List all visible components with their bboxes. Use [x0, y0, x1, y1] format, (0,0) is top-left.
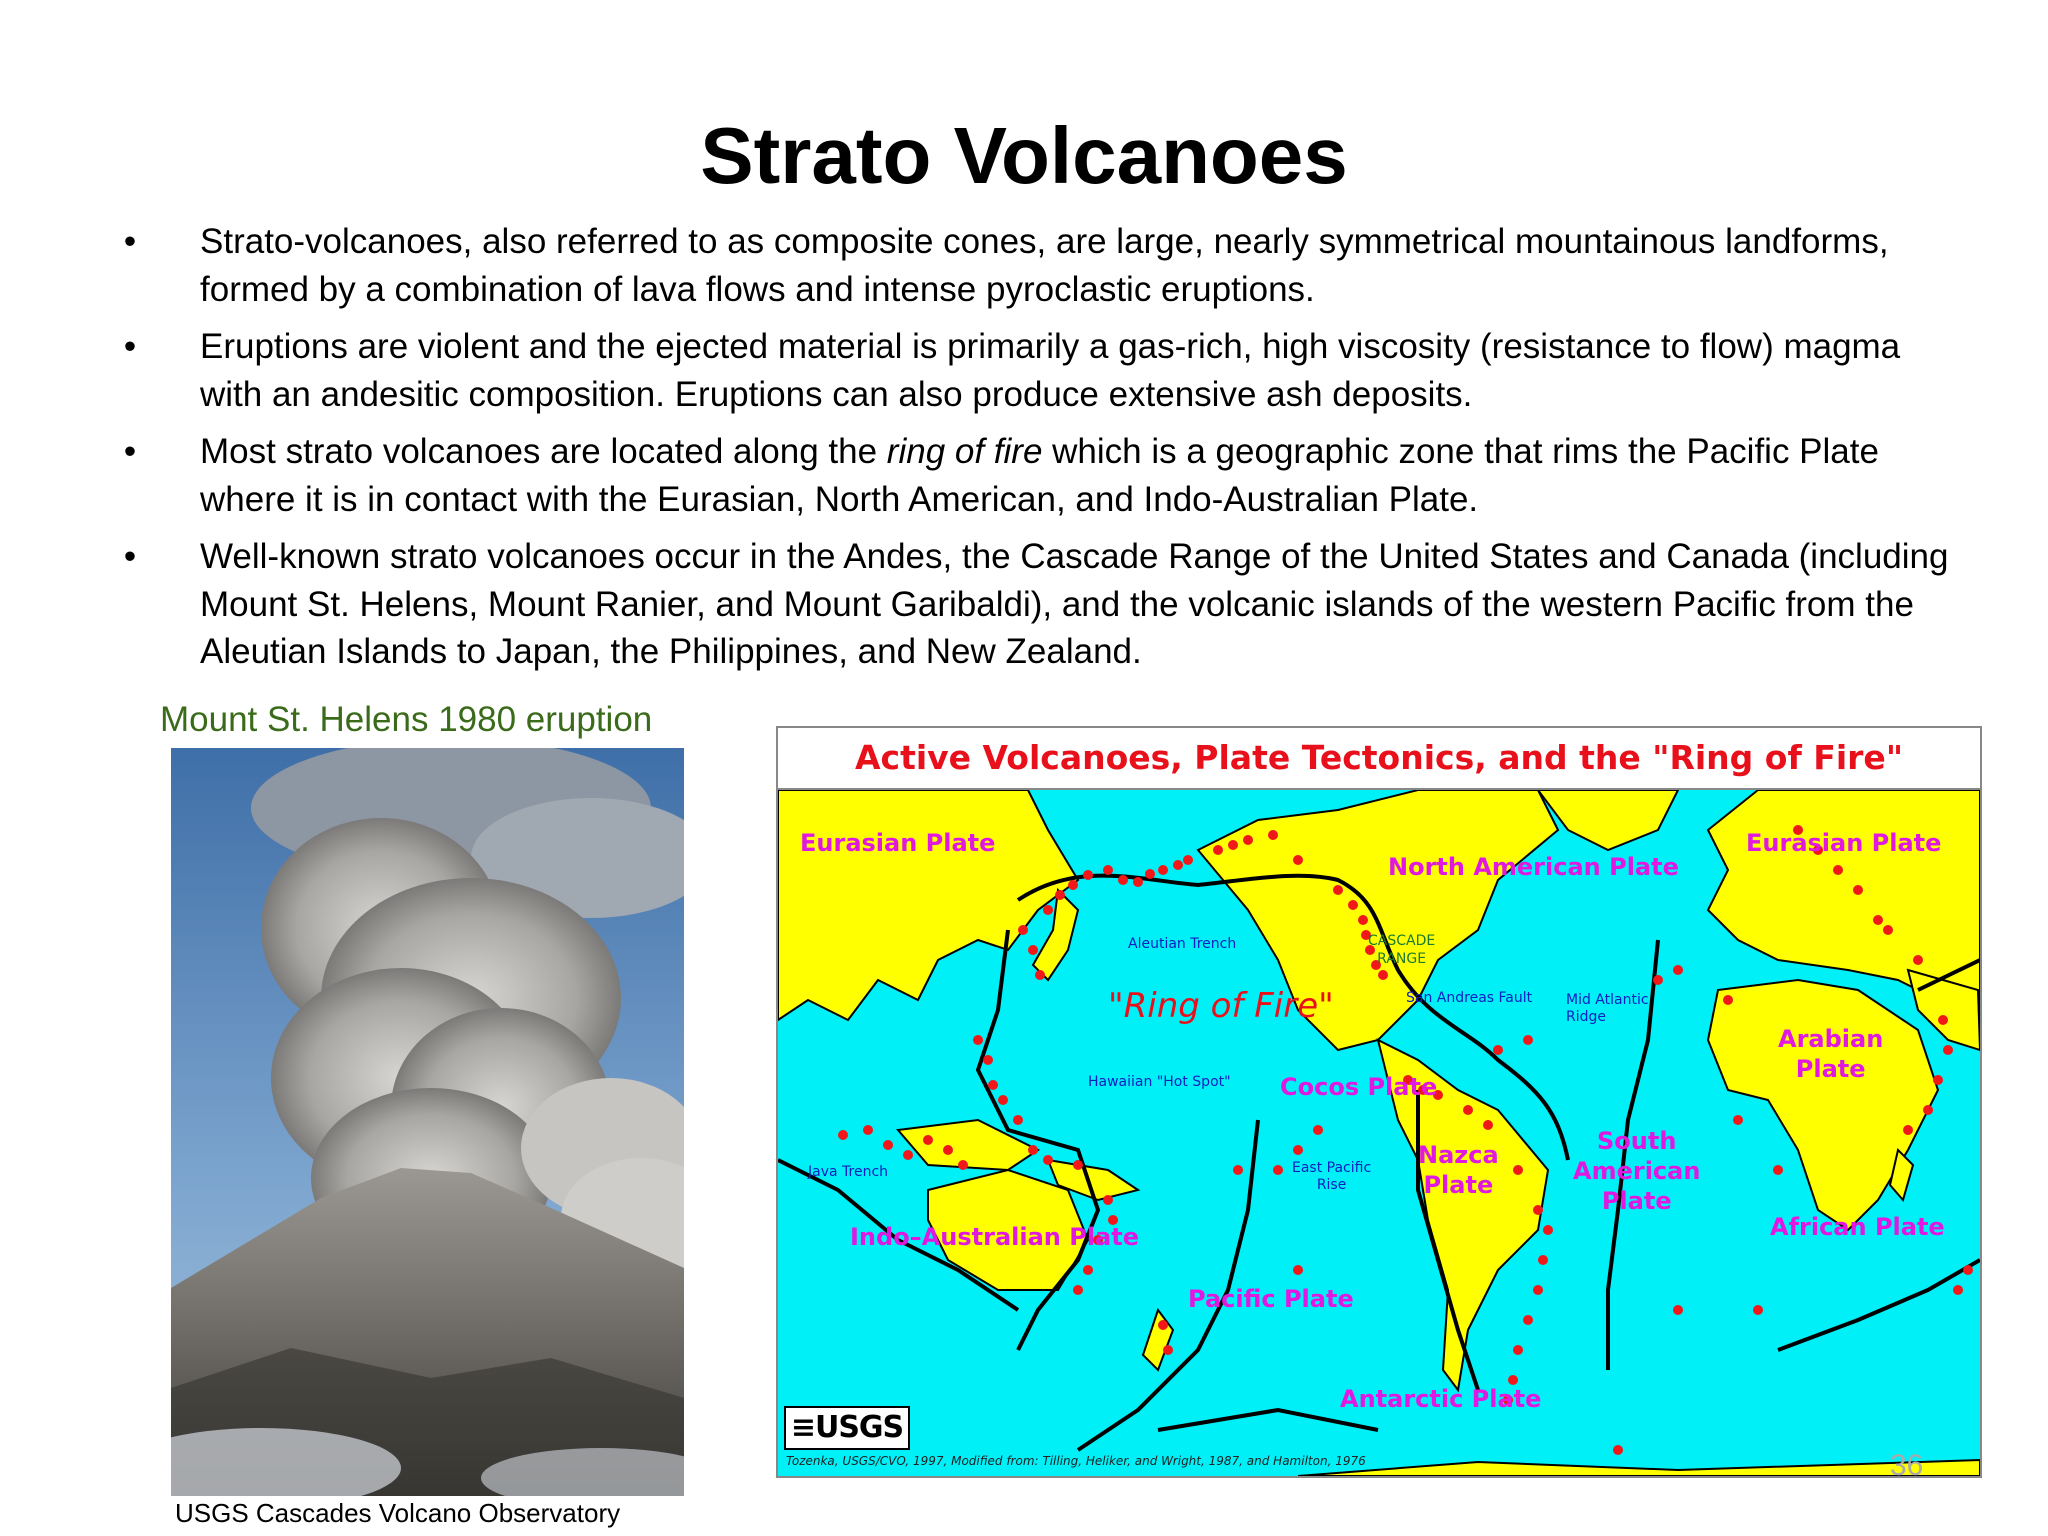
label-arabian-plate: Arabian Plate: [1778, 1025, 1884, 1083]
volcano-marker: [1083, 1265, 1093, 1275]
volcano-marker: [1273, 1165, 1283, 1175]
ring-of-fire-label: "Ring of Fire": [1108, 986, 1334, 1026]
volcano-marker: [1513, 1345, 1523, 1355]
volcano-marker: [1853, 885, 1863, 895]
eruption-illustration: [171, 748, 684, 1496]
volcano-marker: [998, 1095, 1008, 1105]
label-antarctic-plate: Antarctic Plate: [1340, 1385, 1542, 1413]
volcano-marker: [1313, 1125, 1323, 1135]
note-java-trench: Java Trench: [808, 1164, 889, 1180]
volcano-marker: [958, 1160, 968, 1170]
volcano-marker: [1933, 1075, 1943, 1085]
volcano-marker: [1493, 1045, 1503, 1055]
bullet-item: [120, 428, 1950, 523]
volcano-marker: [1293, 855, 1303, 865]
volcano-marker: [1035, 970, 1045, 980]
volcano-marker: [1055, 890, 1065, 900]
volcano-marker: [983, 1055, 993, 1065]
volcano-marker: [1073, 1160, 1083, 1170]
volcano-marker: [1943, 1045, 1953, 1055]
volcano-marker: [1145, 869, 1155, 879]
volcano-marker: [1463, 1105, 1473, 1115]
bullet-text-start: Most strato volcanoes are located along the: [200, 432, 887, 471]
volcano-marker: [1028, 1145, 1038, 1155]
page-number: 36: [1890, 1449, 1924, 1482]
volcano-marker: [1753, 1305, 1763, 1315]
bullet-glyph: •: [123, 327, 137, 366]
volcano-marker: [1523, 1035, 1533, 1045]
note-cascade-range: CASCADE RANGE: [1368, 933, 1436, 967]
bullet-glyph: •: [123, 432, 137, 471]
label-eurasian-plate-east: Eurasian Plate: [1746, 829, 1942, 857]
label-nazca-plate: Nazca Plate: [1418, 1141, 1499, 1199]
volcano-marker: [1233, 1165, 1243, 1175]
bullet-text: Eruptions are violent and the ejected material is primarily a gas-rich, high viscosity (resistance to flow) magma with an andesitic composition. Eruptions can also produce extensive ash deposits.: [200, 327, 1901, 414]
volcano-marker: [1163, 1345, 1173, 1355]
label-south-american-plate: South American Plate: [1573, 1127, 1701, 1215]
volcano-marker: [1723, 995, 1733, 1005]
label-eurasian-plate-west: Eurasian Plate: [800, 829, 996, 857]
volcano-marker: [988, 1080, 998, 1090]
note-san-andreas-fault: San Andreas Fault: [1406, 990, 1533, 1006]
volcano-marker: [1953, 1285, 1963, 1295]
note-aleutian-trench: Aleutian Trench: [1128, 936, 1237, 952]
volcano-marker: [1773, 1165, 1783, 1175]
bullet-text-emphasis: ring of fire: [886, 432, 1043, 471]
bullet-text: Well-known strato volcanoes occur in the Andes, the Cascade Range of the United States and Canada (including Mount St. Helens, Mount Ranier, and Mount Garibaldi), and the volcanic islands of the western Pacific from the Aleutian Islands to Japan, the Philippines, and New Zealand.: [200, 537, 1949, 671]
label-north-american-plate: North American Plate: [1388, 853, 1679, 881]
volcano-marker: [1103, 865, 1113, 875]
label-cocos-plate: Cocos Plate: [1280, 1073, 1438, 1101]
label-indo-australian-plate: Indo–Australian Plate: [850, 1223, 1139, 1251]
volcano-marker: [943, 1145, 953, 1155]
volcano-marker: [1158, 1320, 1168, 1330]
volcano-marker: [1513, 1165, 1523, 1175]
photo-credit: USGS Cascades Volcano Observatory: [175, 1498, 621, 1528]
volcano-marker: [863, 1125, 873, 1135]
volcano-marker: [1043, 905, 1053, 915]
volcano-marker: [1243, 835, 1253, 845]
map-source-note: Tozenka, USGS/CVO, 1997, Modified from: Tilling, Heliker, and Wright, 1987, and Hamilton, 1976: [786, 1454, 1366, 1468]
volcano-marker: [1883, 925, 1893, 935]
volcano-marker: [1673, 965, 1683, 975]
volcano-marker: [1173, 860, 1183, 870]
slide-title: Strato Volcanoes: [700, 111, 1348, 200]
volcano-marker: [1613, 1445, 1623, 1455]
ring-of-fire-map: [776, 726, 1982, 1478]
volcano-marker: [1333, 885, 1343, 895]
volcano-marker: [1523, 1315, 1533, 1325]
volcano-marker: [1963, 1265, 1973, 1275]
bullet-item: [120, 218, 1950, 313]
volcano-marker: [883, 1140, 893, 1150]
bullet-text: Strato-volcanoes, also referred to as composite cones, are large, nearly symmetrical mountainous landforms, formed by a combination of lava flows and intense pyroclastic eruptions.: [200, 222, 1889, 309]
volcano-marker: [1028, 945, 1038, 955]
volcano-marker: [1673, 1305, 1683, 1315]
volcano-marker: [1533, 1205, 1543, 1215]
volcano-marker: [1293, 1145, 1303, 1155]
volcano-marker: [1118, 875, 1128, 885]
world-map-graphic: [778, 790, 1980, 1476]
volcano-marker: [1073, 1285, 1083, 1295]
volcano-marker: [1378, 970, 1388, 980]
volcano-marker: [1043, 1155, 1053, 1165]
volcano-marker: [1013, 1115, 1023, 1125]
volcano-marker: [1158, 865, 1168, 875]
volcano-marker: [1228, 840, 1238, 850]
volcano-marker: [1133, 877, 1143, 887]
volcano-marker: [838, 1130, 848, 1140]
label-african-plate: African Plate: [1770, 1213, 1945, 1241]
bullet-text-end: which is a geographic zone that rims the Pacific Plate where it is in contact with the Eurasian, North American, and Indo-Australian Plate.: [200, 432, 1879, 519]
usgs-logo: ≡USGS: [784, 1406, 910, 1450]
note-east-pacific-rise: East Pacific Rise: [1292, 1160, 1372, 1193]
volcano-marker: [973, 1035, 983, 1045]
volcano-marker: [1068, 880, 1078, 890]
volcano-marker: [1543, 1225, 1553, 1235]
photo-caption: Mount St. Helens 1980 eruption: [160, 700, 653, 739]
volcano-marker: [1213, 845, 1223, 855]
volcano-marker: [1183, 855, 1193, 865]
volcano-marker: [1293, 1265, 1303, 1275]
map-title: Active Volcanoes, Plate Tectonics, and the "Ring of Fire": [778, 728, 1980, 790]
bullet-glyph: •: [123, 537, 137, 576]
volcano-marker: [1833, 865, 1843, 875]
volcano-marker: [1348, 900, 1358, 910]
bullet-item: [120, 533, 1950, 676]
label-pacific-plate: Pacific Plate: [1188, 1285, 1354, 1313]
eruption-photo: [171, 748, 684, 1496]
volcano-marker: [1873, 915, 1883, 925]
volcano-marker: [1903, 1125, 1913, 1135]
volcano-marker: [1923, 1105, 1933, 1115]
volcano-marker: [1653, 975, 1663, 985]
note-mid-atlantic-ridge: Mid Atlantic Ridge: [1566, 992, 1649, 1025]
volcano-marker: [1103, 1195, 1113, 1205]
volcano-marker: [1938, 1015, 1948, 1025]
volcano-marker: [903, 1150, 913, 1160]
volcano-marker: [1083, 870, 1093, 880]
volcano-marker: [1268, 830, 1278, 840]
volcano-marker: [1538, 1255, 1548, 1265]
volcano-marker: [1533, 1285, 1543, 1295]
volcano-marker: [1913, 955, 1923, 965]
bullet-list: [120, 218, 1950, 686]
note-hawaiian-hot-spot: Hawaiian "Hot Spot": [1088, 1074, 1231, 1090]
volcano-marker: [923, 1135, 933, 1145]
volcano-marker: [1483, 1120, 1493, 1130]
volcano-marker: [1733, 1115, 1743, 1125]
bullet-item: [120, 323, 1950, 418]
volcano-marker: [1358, 915, 1368, 925]
volcano-marker: [1018, 925, 1028, 935]
bullet-glyph: •: [123, 222, 137, 261]
